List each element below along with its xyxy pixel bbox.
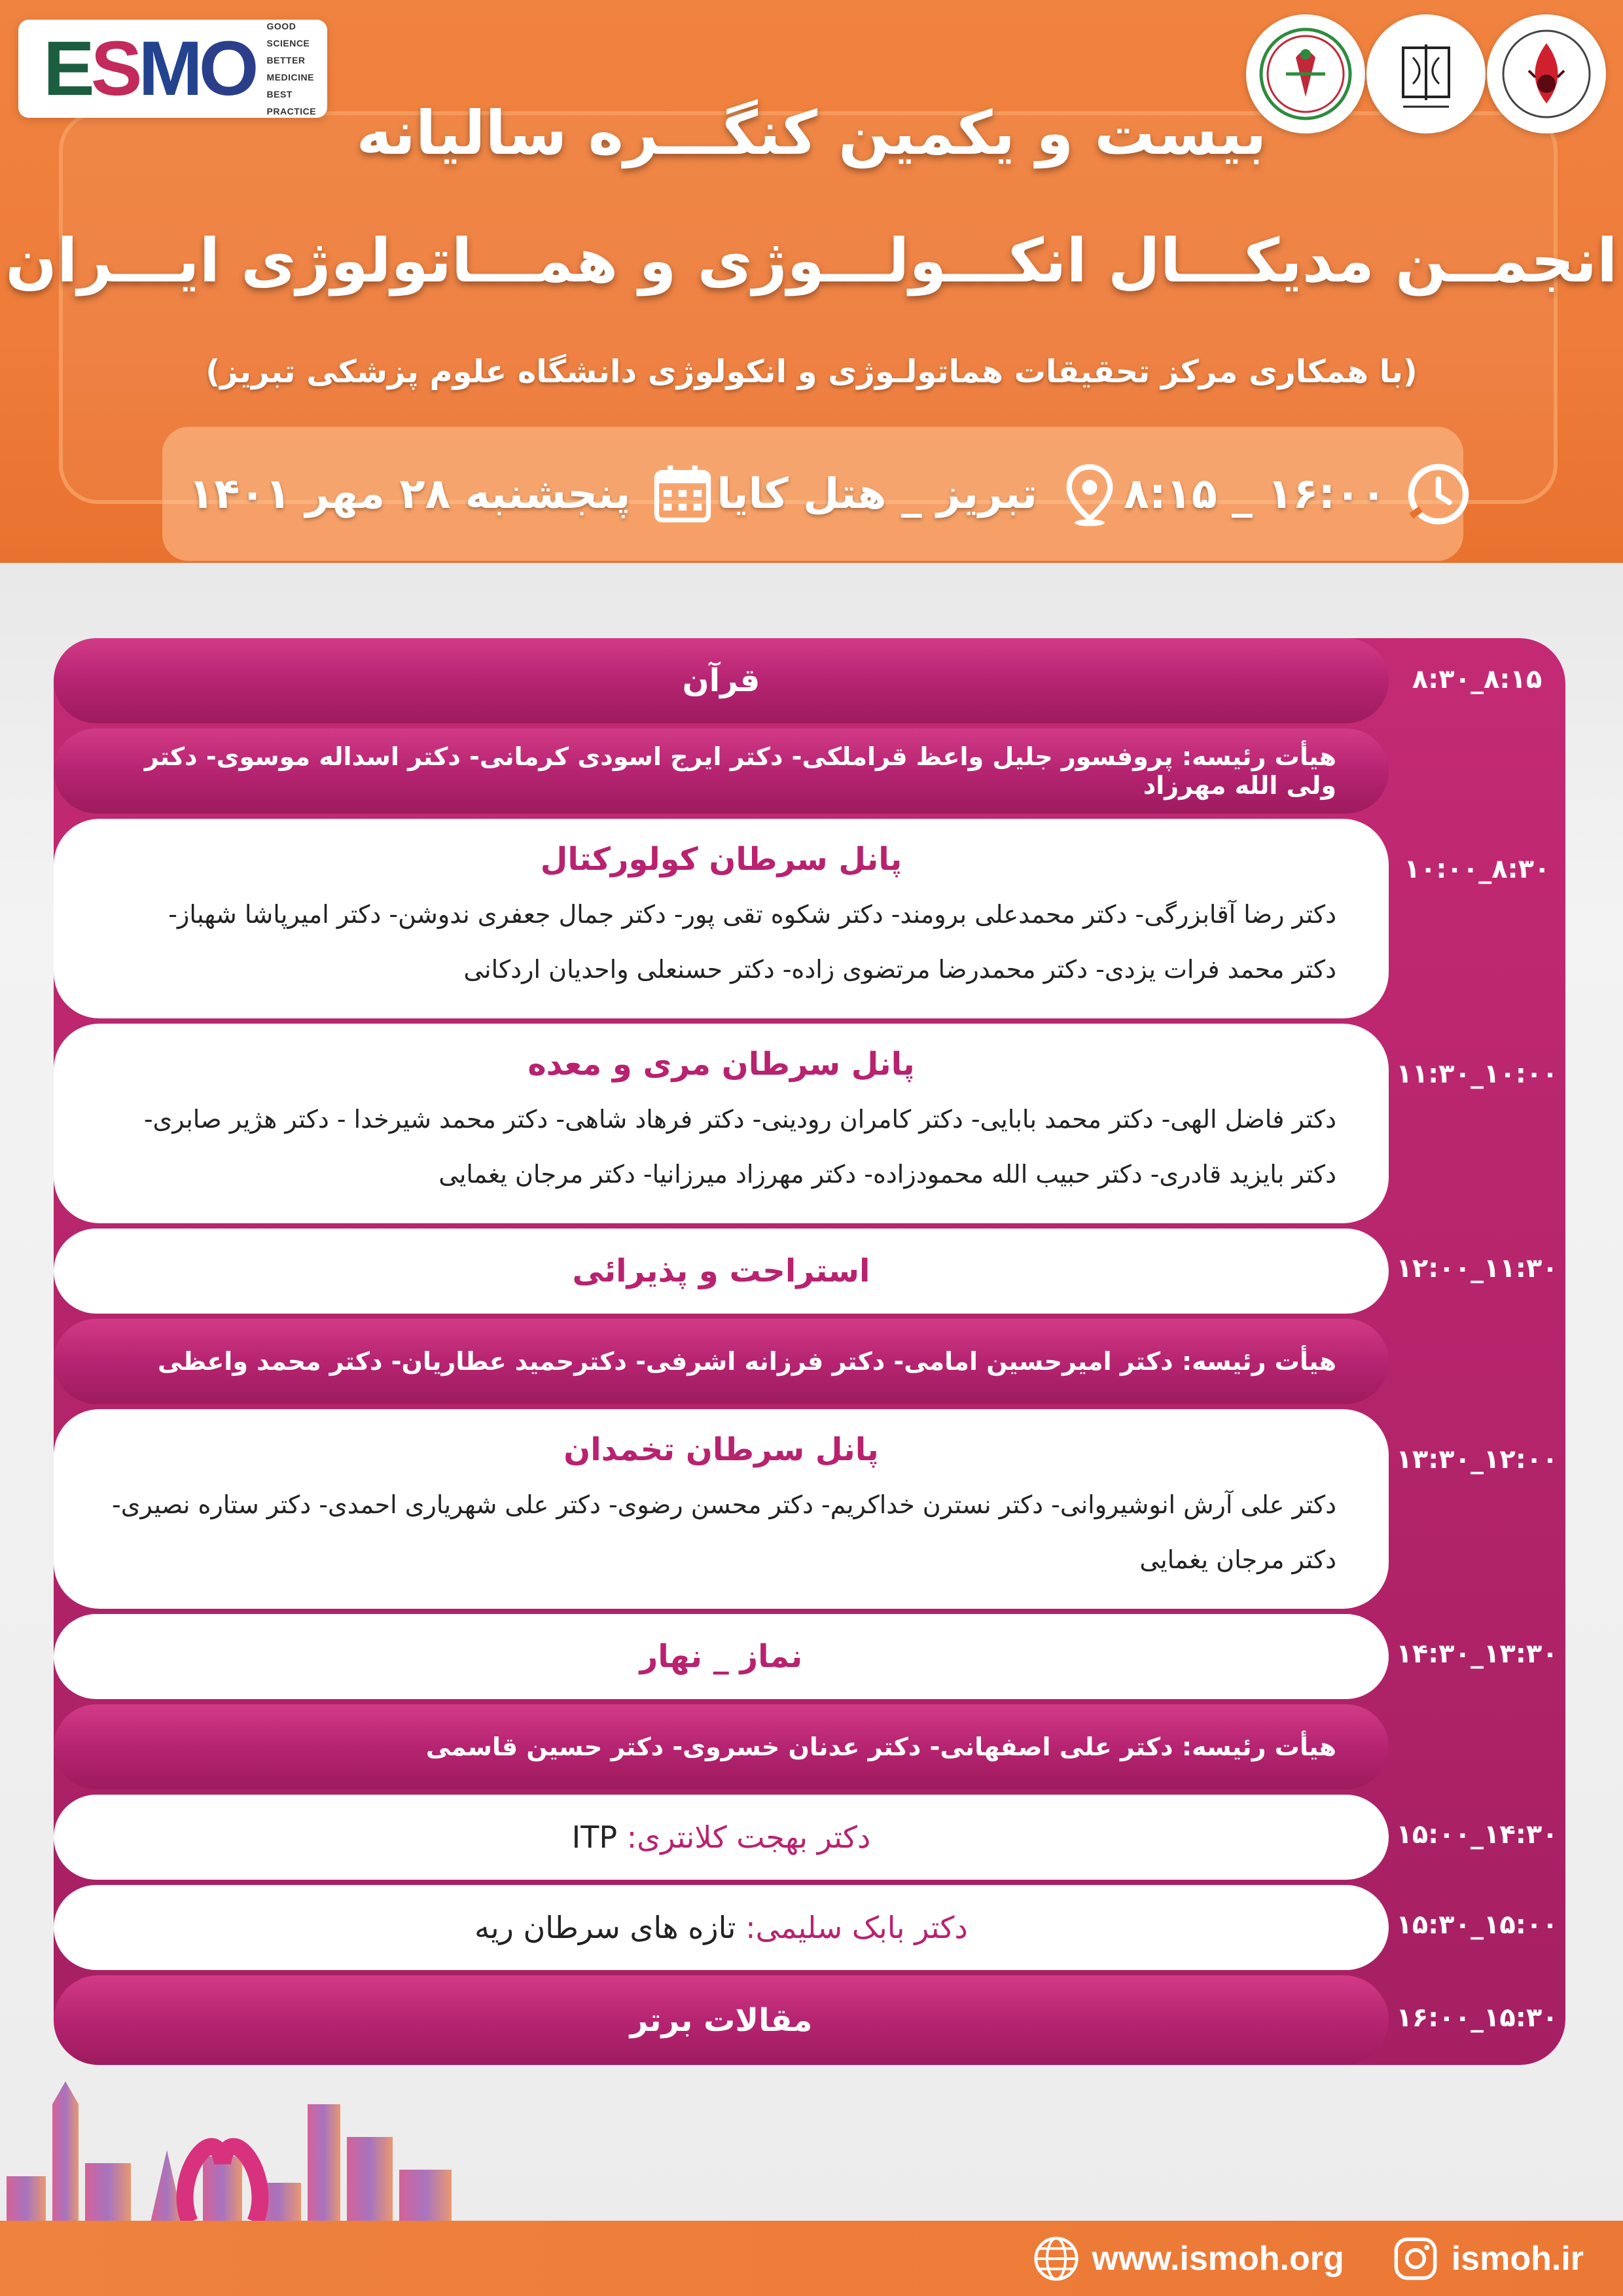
schedule-row: قرآن xyxy=(54,638,1389,723)
panel-row-esophagus-stomach: پانل سرطان مری و معده دکتر فاضل الهی- دکتر محمد بابایی- دکتر کامران رودینی- دکتر فرهاد شاهی- دکتر محمد شیرخدا - دکتر هژیر صابری- دکتر بایزید قادری- دکتر حبیب الله محمودزاده- دکتر مهرزاد میرزانیا- دکتر مرجان یغمایی xyxy=(54,1024,1389,1223)
city-skyline-illustration xyxy=(0,2078,458,2222)
prayer-lunch-row: نماز _ نهار xyxy=(54,1614,1389,1699)
congress-title-line2: انجمــن مدیکـــال انکـــولـــوژی و همـــاتولوژی ایـــران xyxy=(5,226,1618,296)
program-schedule xyxy=(54,638,1565,2065)
panel-row-ovarian: پانل سرطان تخمدان دکتر علی آرش انوشیروانی- دکتر نسترن خداکریم- دکتر محسن رضوی- دکتر علی شهریاری احمدی- دکتر ستاره نصیری- دکتر مرجان یغمایی xyxy=(54,1409,1389,1609)
esmo-logo: ESMO xyxy=(43,26,255,112)
presiding-board-row: هیأت رئیسه: دکتر علی اصفهانی- دکتر عدنان خسروی- دکتر حسین قاسمی xyxy=(54,1704,1389,1789)
talk-row: دکتر بابک سلیمی: تازه های سرطان ریه xyxy=(54,1885,1389,1970)
break-row: استراحت و پذیرائی xyxy=(54,1229,1389,1314)
esmo-tagline: GOOD SCIENCE BETTER MEDICINE BEST PRACTICE xyxy=(266,21,317,117)
website-link[interactable]: www.ismoh.org xyxy=(1031,2233,1344,2284)
location-pin-icon xyxy=(1056,460,1124,528)
session-time: ۱۵:۰۰_۱۵:۳۰ xyxy=(1396,1910,1558,1940)
session-time: ۱۳:۳۰_۱۴:۳۰ xyxy=(1396,1639,1558,1669)
session-time: ۱۰:۰۰_۱۱:۳۰ xyxy=(1396,1059,1558,1089)
session-time: ۱۱:۳۰_۱۲:۰۰ xyxy=(1396,1253,1558,1283)
session-time: ۱۵:۳۰_۱۶:۰۰ xyxy=(1396,2003,1558,2033)
event-date: پنجشنبه ۲۸ مهر ۱۴۰۱ xyxy=(188,460,717,528)
presiding-board-row: هیأت رئیسه: دکتر امیرحسین امامی- دکتر فرزانه اشرفی- دکترحمید عطاریان- دکتر محمد واعظی xyxy=(54,1319,1389,1404)
event-time: ۱۶:۰۰ _ ۸:۱۵ xyxy=(1124,460,1472,528)
header-banner xyxy=(0,0,1623,563)
talk-row: دکتر بهجت کلانتری: ITP xyxy=(54,1795,1389,1880)
footer-bar xyxy=(0,2221,1623,2296)
calendar-icon xyxy=(649,460,717,528)
session-time: ۸:۳۰_۱۰:۰۰ xyxy=(1404,854,1550,884)
congress-title-line1: بیست و یکمین کنگـــره سالیانه xyxy=(356,98,1267,168)
panel-row-colorectal: پانل سرطان کولورکتال دکتر رضا آقابزرگی- دکتر محمدعلی برومند- دکتر شکوه تقی پور- دکتر جمال جعفری ندوشن- دکتر امیرپاشا شهباز- دکتر محمد فرات یزدی- دکتر محمدرضا مرتضوی زاده- دکتر حسنعلی واحدیان اردکانی xyxy=(54,819,1389,1018)
top-papers-row: مقالات برتر xyxy=(54,1975,1389,2065)
instagram-icon xyxy=(1390,2233,1441,2284)
event-location: تبریز _ هتل کایا xyxy=(717,460,1124,528)
globe-icon xyxy=(1031,2233,1082,2284)
instagram-link[interactable]: ismoh.ir xyxy=(1390,2233,1584,2284)
session-time: ۱۴:۳۰_۱۵:۰۰ xyxy=(1396,1820,1558,1850)
event-info-bar xyxy=(162,427,1463,561)
session-time: ۸:۱۵_۸:۳۰ xyxy=(1412,664,1543,694)
presiding-board-row: هیأت رئیسه: پروفسور جلیل واعظ قراملکی- دکتر ایرج اسودی کرمانی- دکتر اسداله موسوی- دکتر ولی الله مهرزاد xyxy=(54,728,1389,814)
clock-icon xyxy=(1404,460,1472,528)
congress-subtitle: (با همکاری مرکز تحقیقات هماتولـوژی و انکولوژی دانشگاه علوم پزشکی تبریز) xyxy=(205,353,1418,390)
session-time: ۱۲:۰۰_۱۳:۳۰ xyxy=(1396,1444,1558,1475)
